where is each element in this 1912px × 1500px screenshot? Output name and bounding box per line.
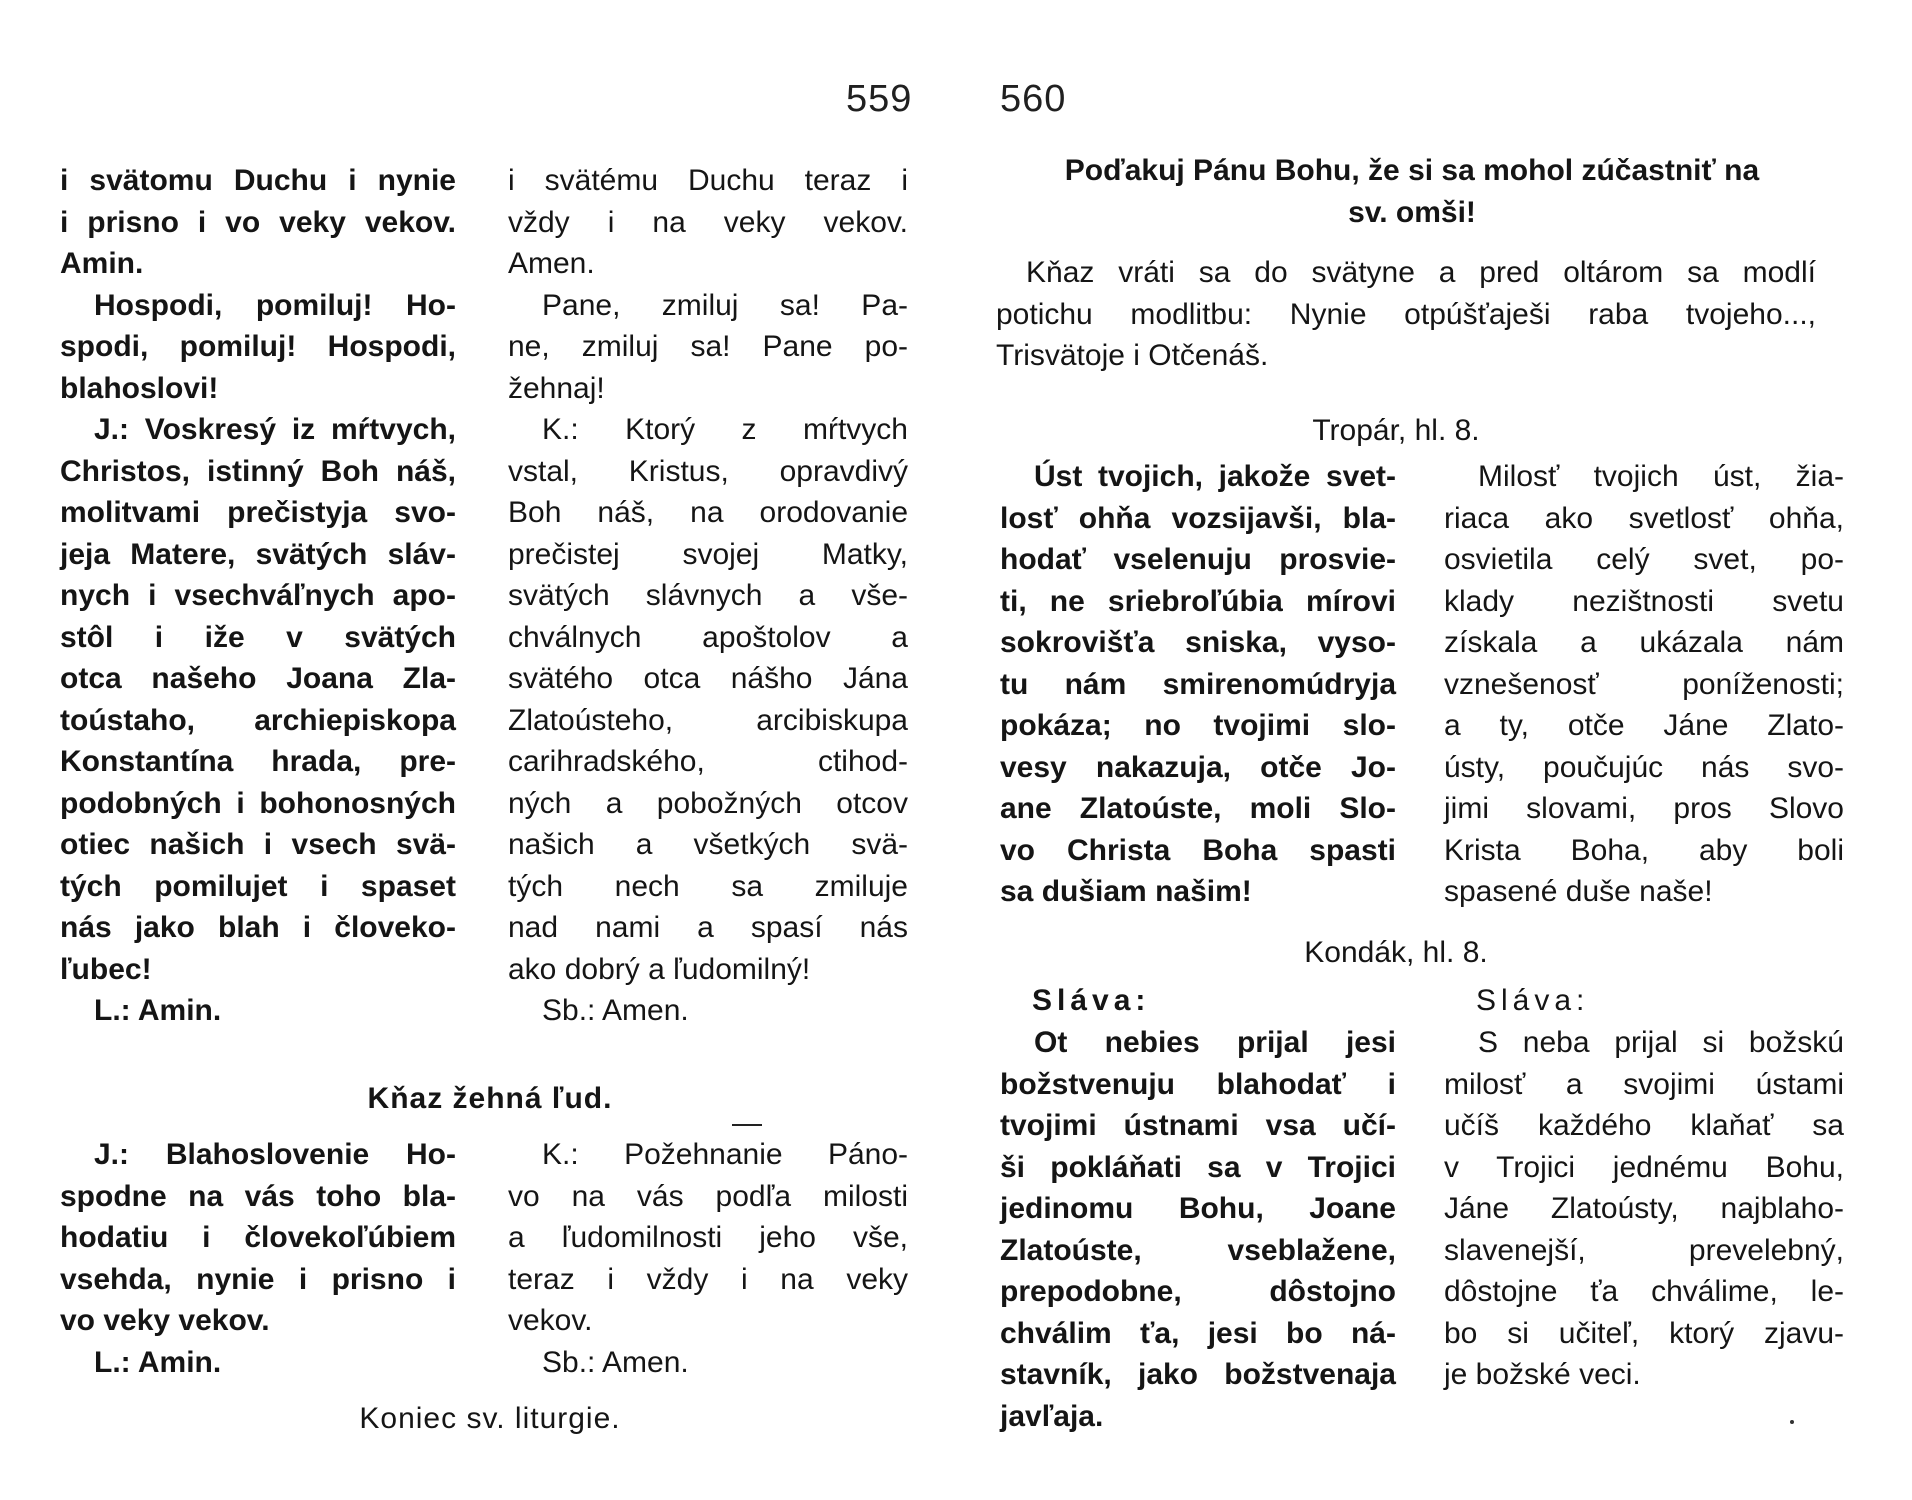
text-line: otiec našich i vsech svä- <box>60 828 456 861</box>
page-560 <box>956 0 1912 1500</box>
text-line: tých nech sa zmiluje <box>508 869 908 903</box>
text-line: slavenejší, prevelebný, <box>1444 1233 1844 1267</box>
text-line: otca našeho Joana Zla- <box>60 662 456 695</box>
text-line: ústy, poučujúc nás svo- <box>1444 750 1844 784</box>
text-line: vo na vás podľa milosti <box>508 1179 908 1213</box>
text-line: v Trojici jednému Bohu, <box>1444 1150 1844 1184</box>
text-line: Jáne Zlatoústy, najblaho- <box>1444 1192 1844 1225</box>
text-line: učíš každého klaňať sa <box>1444 1109 1844 1142</box>
tropar-slavonic-column <box>1000 456 1396 913</box>
text-line: losť ohňa vozsijavši, bla- <box>1000 501 1396 535</box>
text-line: získala a ukázala nám <box>1444 626 1844 659</box>
text-line: vo Christa Boha spasti <box>1000 833 1396 867</box>
text-line: Úst tvojich, jakože svet- <box>1034 460 1396 493</box>
intro-line: Kňaz vráti sa do svätyne a pred oltárom sa modlí <box>1026 256 1816 289</box>
text-line: hodatiu i človekoľúbiem <box>60 1221 456 1254</box>
text-line: L.: Amin. <box>94 994 222 1027</box>
text-line: tu nám smirenomúdryja <box>1000 667 1396 701</box>
text-line: Sb.: Amen. <box>542 1345 689 1379</box>
slovak-column <box>508 160 908 1032</box>
text-line: riaca ako svetlosť ohňa, <box>1444 501 1844 535</box>
text-line: S neba prijal si božskú <box>1478 1026 1844 1059</box>
text-line: javľaja. <box>1000 1399 1104 1433</box>
text-line: ši pokláňati sa v Trojici <box>1000 1150 1396 1184</box>
text-line: tých pomilujet i spaset <box>60 869 456 903</box>
text-line: ti, ne sriebroľúbia mírovi <box>1000 584 1396 618</box>
text-line: tvojimi ústnami vsa učí- <box>1000 1109 1396 1142</box>
text-line: ných a pobožných otcov <box>508 786 908 820</box>
text-line: jedinomu Bohu, Joane <box>1000 1192 1396 1225</box>
text-line: blahoslovi! <box>60 371 219 405</box>
intro-line: Trisvätoje i Otčenáš. <box>996 339 1269 372</box>
text-line: Sb.: Amen. <box>542 994 689 1027</box>
text-line: podobných i bohonosných <box>60 786 456 820</box>
text-line: K.: Ktorý z mŕtvych <box>542 413 908 446</box>
kondak-slavonic-column <box>1000 1022 1396 1437</box>
text-line: milosť a svojimi ústami <box>1444 1067 1844 1101</box>
title-line: Poďakuj Pánu Bohu, že si sa mohol zúčastniť na <box>1064 154 1760 187</box>
text-line: spodne na vás toho bla- <box>60 1179 456 1213</box>
text-line: spodi, pomiluj! Hospodi, <box>60 330 456 363</box>
text-line: nych i vsechváľnych apo- <box>60 579 456 612</box>
text-line: je božské veci. <box>1444 1358 1641 1391</box>
text-line: žehnaj! <box>508 371 605 405</box>
text-line: prepodobne, dôstojno <box>1000 1275 1396 1308</box>
text-line: svätých slávnych a vše- <box>508 579 908 612</box>
text-line: teraz i vždy i na veky <box>508 1262 908 1296</box>
text-line: sokrovišťa sniska, vyso- <box>1000 626 1396 659</box>
text-line: Amen. <box>508 247 595 280</box>
title <box>992 150 1832 234</box>
text-line: chválim ťa, jesi bo ná- <box>1000 1316 1396 1350</box>
blessing-slavonic-column <box>60 1134 456 1383</box>
text-line: spasené duše naše! <box>1444 875 1713 908</box>
text-line: i svätému Duchu teraz i <box>508 164 908 197</box>
text-line: Zlatoúste, vseblažene, <box>1000 1233 1396 1267</box>
slava-right: Sláva: <box>1476 984 1590 1017</box>
text-line: Zlatoústeho, arcibiskupa <box>508 703 908 737</box>
text-line: Amin. <box>60 247 144 280</box>
text-line: i svätomu Duchu i nynie <box>60 164 456 197</box>
text-line: Christos, istinný Boh náš, <box>60 454 456 488</box>
title-line: sv. omši! <box>1348 196 1476 229</box>
text-line: hodať vselenuju prosvie- <box>1000 543 1396 576</box>
text-line: Milosť tvojich úst, žia- <box>1478 460 1844 493</box>
text-line: ako dobrý a ľudomilný! <box>508 952 811 986</box>
text-line: ne, zmiluj sa! Pane po- <box>508 330 908 363</box>
end-note: Koniec sv. liturgie. <box>359 1402 621 1435</box>
text-line: klady nezištnosti svetu <box>1444 584 1844 618</box>
text-line: ľubec! <box>60 952 152 986</box>
text-line: Krista Boha, aby boli <box>1444 833 1844 867</box>
text-line: ane Zlatoúste, moli Slo- <box>1000 792 1396 825</box>
text-line: Konstantína hrada, pre- <box>60 745 456 778</box>
text-line: vždy i na veky vekov. <box>508 205 908 239</box>
speck <box>1790 1420 1794 1424</box>
text-line: a ty, otče Jáne Zlato- <box>1444 709 1844 742</box>
text-line: vznešenosť poníženosti; <box>1444 667 1844 701</box>
text-line: vo veky vekov. <box>60 1304 270 1337</box>
section-heading: Kňaz žehná ľud. <box>367 1082 613 1115</box>
church-slavonic-column <box>60 160 456 1032</box>
text-line: vstal, Kristus, opravdivý <box>508 454 908 488</box>
page-number: 559 <box>846 78 913 120</box>
text-line: pokáza; no tvojimi slo- <box>1000 709 1396 742</box>
text-line: dôstojne ťa chválime, le- <box>1444 1275 1844 1308</box>
text-line: bo si učiteľ, ktorý zjavu- <box>1444 1316 1844 1350</box>
text-line: Pane, zmiluj sa! Pa- <box>542 288 908 322</box>
page-number: 560 <box>1000 78 1067 120</box>
text-line: stôl i iže v svätých <box>60 620 456 654</box>
text-line: K.: Požehnanie Páno- <box>542 1138 908 1171</box>
text-line: Hospodi, pomiluj! Ho- <box>94 288 456 322</box>
kondak-heading: Kondák, hl. 8. <box>1304 936 1488 969</box>
text-line: vesy nakazuja, otče Jo- <box>1000 750 1396 784</box>
divider-dash <box>732 1124 762 1126</box>
blessing-slovak-column <box>508 1134 908 1383</box>
slava-left: Sláva: <box>1032 984 1151 1017</box>
text-line: L.: Amin. <box>94 1345 222 1379</box>
text-line: prečistej svojej Matky, <box>508 537 908 571</box>
text-line: toústaho, archiepiskopa <box>60 703 456 737</box>
text-line: J.: Blahoslovenie Ho- <box>94 1138 456 1171</box>
text-line: J.: Voskresý iz mŕtvych, <box>94 413 456 446</box>
text-line: jeja Matere, svätých sláv- <box>60 537 456 571</box>
text-line: i prisno i vo veky vekov. <box>60 205 456 239</box>
text-line: vekov. <box>508 1304 593 1337</box>
text-line: nad nami a spasí nás <box>508 911 908 944</box>
text-line: nás jako blah i človeko- <box>60 911 456 944</box>
text-line: chválnych apoštolov a <box>508 620 908 654</box>
tropar-heading: Tropár, hl. 8. <box>1312 414 1480 447</box>
text-line: jimi slovami, pros Slovo <box>1444 792 1844 825</box>
text-line: sa dušiam našim! <box>1000 875 1252 908</box>
text-line: svätého otca nášho Jána <box>508 662 908 695</box>
intro <box>996 252 1816 377</box>
text-line: carihradského, ctihod- <box>508 745 908 778</box>
text-line: našich a všetkých svä- <box>508 828 908 861</box>
text-line: Boh náš, na orodovanie <box>508 496 908 529</box>
intro-line: potichu modlitbu: Nynie otpúšťaješi raba tvojeho..., <box>996 297 1816 331</box>
tropar-slovak-column <box>1444 456 1844 913</box>
text-line: Ot nebies prijal jesi <box>1034 1026 1396 1059</box>
text-line: molitvami prečistyja svo- <box>60 496 456 529</box>
text-line: osvietila celý svet, po- <box>1444 543 1844 576</box>
kondak-slovak-column <box>1444 1022 1844 1396</box>
text-line: vsehda, nynie i prisno i <box>60 1262 456 1296</box>
text-line: božstvenuju blahodať i <box>1000 1067 1396 1101</box>
text-line: a ľudomilnosti jeho vše, <box>508 1221 908 1254</box>
text-line: stavník, jako božstvenaja <box>1000 1358 1396 1391</box>
